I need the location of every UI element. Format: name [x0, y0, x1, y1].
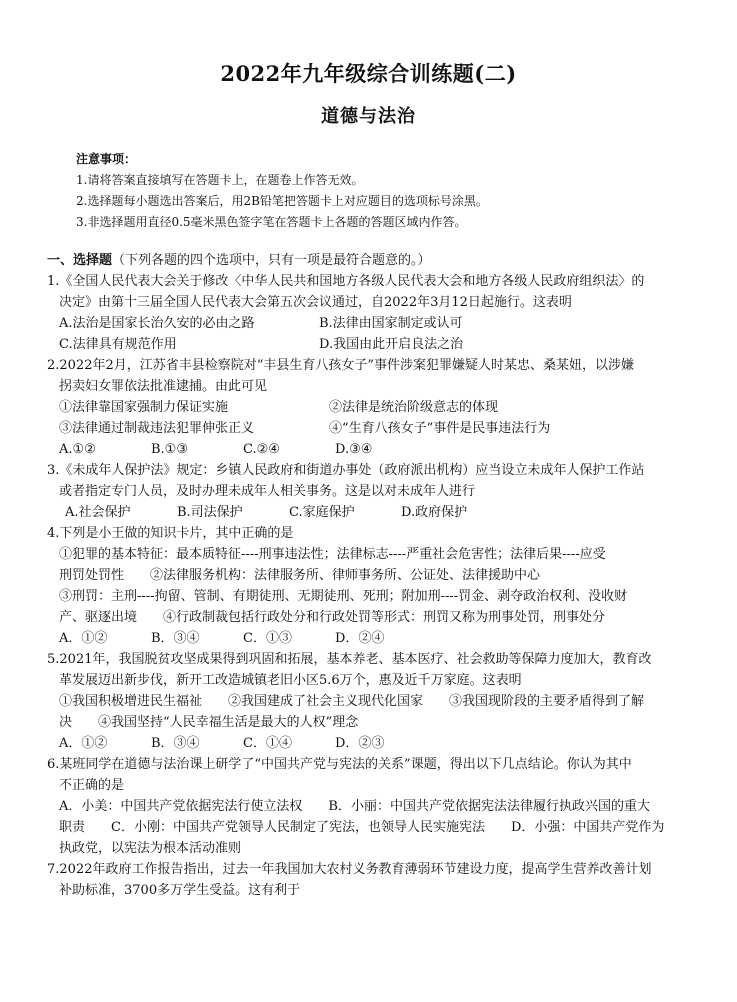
notice-item: 2.选择题每小题选出答案后，用2B铅笔把答题卡上对应题目的选项标号涂黑。 — [76, 194, 488, 208]
option-a: A．①② — [59, 631, 108, 646]
statement-4: ④“生育八孩女子”事件是民事违法行为 — [329, 421, 551, 436]
section-label: 一、选择题 — [47, 253, 113, 268]
option-row — [47, 502, 697, 523]
notice-item: 3.非选择题用直径0.5毫米黑色签字笔在答题卡上各题的答题区域内作答。 — [76, 215, 467, 229]
question-1 — [47, 271, 697, 355]
notice-heading: 注意事项： — [76, 152, 137, 166]
question-line: 补助标准，3700多万学生受益。这有利于 — [59, 883, 301, 898]
option-a: A．①② — [59, 736, 108, 751]
question-line: ①我国积极增进民生福祉 ②我国建成了社会主义现代化国家 ③我国现阶段的主要矛盾得到了解 — [59, 694, 645, 709]
question-5 — [47, 649, 697, 754]
statement-3: ③法律通过制裁违法犯罪伸张正义 — [59, 421, 255, 436]
question-3 — [47, 460, 697, 523]
question-2 — [47, 355, 697, 460]
option-row — [47, 628, 697, 649]
option-b: B.①③ — [151, 442, 188, 457]
question-line: 3.《未成年人保护法》规定：乡镇人民政府和街道办事处（政府派出机构）应当设立未成年人保护工作站 — [47, 463, 645, 478]
option-c: C.家庭保护 — [289, 505, 355, 520]
section-heading — [47, 250, 697, 271]
question-line: 不正确的是 — [59, 778, 125, 793]
option-a: A.社会保护 — [65, 505, 131, 520]
question-line: 1.《全国人民代表大会关于修改〈中华人民共和国地方各级人民代表大会和地方各级人民政府组织法〉的 — [47, 274, 645, 289]
page-title: 2022年九年级综合训练题(二) — [220, 61, 517, 86]
question-4 — [47, 523, 697, 649]
question-line: 决 ④我国坚持“人民幸福生活是最大的人权”理念 — [59, 715, 359, 730]
question-7 — [47, 859, 697, 901]
option-row — [47, 733, 697, 754]
option-b: B.司法保护 — [177, 505, 243, 520]
section-note: （下列各题的四个选项中，只有一项是最符合题意的。） — [112, 253, 431, 268]
option-d: D．②③ — [335, 736, 385, 751]
question-line: 革发展迈出新步伐，新开工改造城镇老旧小区5.6万个，惠及近千万家庭。这表明 — [59, 673, 522, 688]
option-b: B．③④ — [151, 631, 200, 646]
option-c: C．①④ — [243, 736, 292, 751]
notice-block — [76, 149, 488, 233]
option-c: C．①③ — [243, 631, 292, 646]
subject-title: 道德与法治 — [321, 106, 416, 127]
option-d: D.③④ — [335, 442, 373, 457]
statement-2: ②法律是统治阶级意志的体现 — [329, 400, 499, 415]
question-6 — [47, 754, 697, 859]
option-c: C.法律具有规范作用 — [59, 337, 177, 352]
option-d: D.我国由此开启良法之治 — [319, 337, 464, 352]
statement-row — [47, 397, 697, 418]
statement-row — [47, 418, 697, 439]
option-d: D.政府保护 — [401, 505, 468, 520]
questions-body — [47, 250, 697, 901]
option-a: A.①② — [59, 442, 96, 457]
question-line: 产、驱逐出境 ④行政制裁包括行政处分和行政处罚等形式：刑罚又称为刑事处罚，刑事处分 — [59, 610, 606, 625]
option-a: A.法治是国家长治久安的必由之路 — [59, 316, 255, 331]
question-line: 6.某班同学在道德与法治课上研学了“中国共产党与宪法的关系”课题，得出以下几点结论。你认为其中 — [47, 757, 632, 772]
option-b: B．③④ — [151, 736, 200, 751]
question-line: 5.2021年，我国脱贫攻坚成果得到巩固和拓展，基本养老、基本医疗、社会救助等保障力度加大，教育改 — [47, 652, 652, 667]
question-line: 拐卖妇女罪依法批准逮捕。由此可见 — [59, 379, 268, 394]
question-line: 执政党，以宪法为根本活动准则 — [59, 841, 242, 856]
question-line: 4.下列是小王做的知识卡片，其中正确的是 — [47, 526, 294, 541]
option-row — [47, 313, 697, 334]
question-line: 职责 C．小刚：中国共产党领导人民制定了宪法，也领导人民实施宪法 D．小强：中国共产党作为 — [59, 820, 665, 835]
option-b: B.法律由国家制定或认可 — [319, 316, 463, 331]
question-line: 决定》由第十三届全国人民代表大会第五次会议通过，自2022年3月12日起施行。这表明 — [59, 295, 572, 310]
statement-1: ①法律靠国家强制力保证实施 — [59, 400, 229, 415]
option-d: D．②④ — [335, 631, 385, 646]
question-line: ③刑罚：主刑----拘留、管制、有期徒刑、无期徒刑、死刑；附加刑----罚金、剥夺政治权利、没收财 — [59, 589, 628, 604]
question-line: 或者指定专门人员，及时办理未成年人相关事务。这是以对未成年人进行 — [59, 484, 476, 499]
option-row — [47, 439, 697, 460]
question-line: 刑罚处罚性 ②法律服务机构：法律服务所、律师事务所、公证处、法律援助中心 — [59, 568, 541, 583]
option-row — [47, 334, 697, 355]
question-line: 7.2022年政府工作报告指出，过去一年我国加大农村义务教育薄弱环节建设力度，提高学生营养改善计划 — [47, 862, 652, 877]
question-line: A．小美：中国共产党依据宪法行使立法权 B．小丽：中国共产党依据宪法法律履行执政兴国的重大 — [59, 799, 650, 814]
option-c: C.②④ — [243, 442, 280, 457]
question-line: 2.2022年2月，江苏省丰县检察院对“丰县生育八孩女子”事件涉案犯罪嫌疑人时某忠、桑某妞，以涉嫌 — [47, 358, 635, 373]
question-line: ①犯罪的基本特征：最本质特征----刑事违法性；法律标志----严重社会危害性；法律后果----应受 — [59, 547, 606, 562]
notice-item: 1.请将答案直接填写在答题卡上，在题卷上作答无效。 — [76, 173, 364, 187]
